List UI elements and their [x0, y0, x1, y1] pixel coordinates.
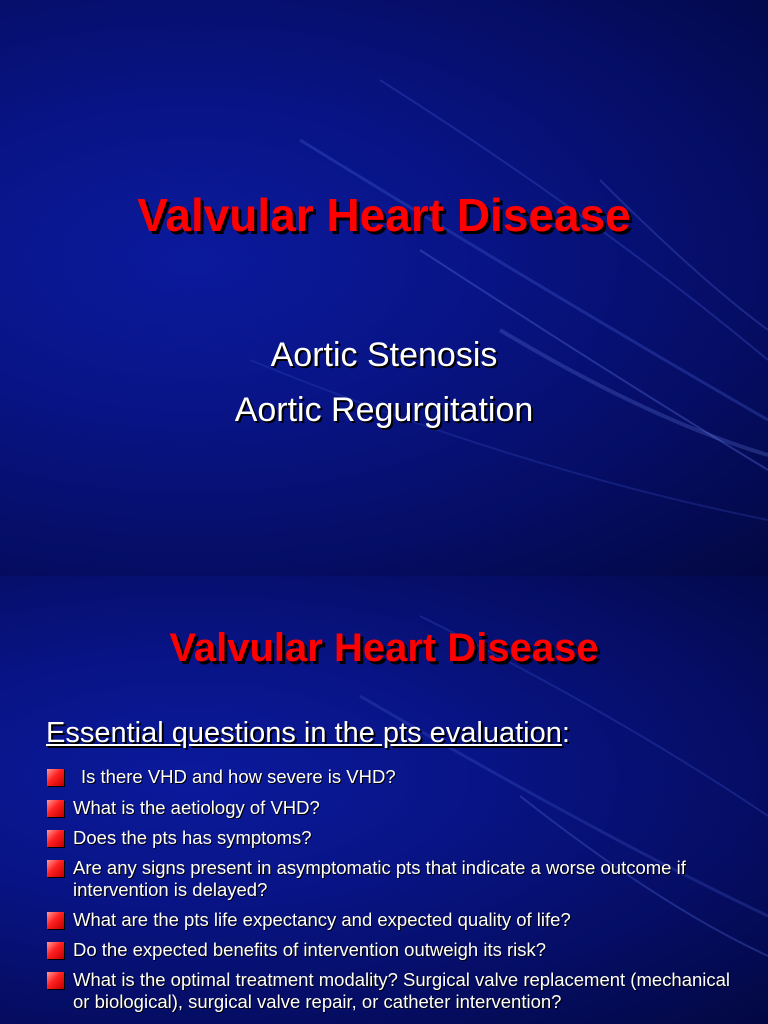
heading-colon: :	[561, 717, 570, 749]
list-item: Do the expected benefits of intervention outweigh its risk?	[44, 939, 734, 961]
slide-2-title: Valvular Heart Disease	[169, 626, 599, 670]
subtitle-aortic-regurgitation: Aortic Regurgitation	[234, 391, 534, 429]
bullet-square-icon	[47, 860, 64, 877]
list-item: Is there VHD and how severe is VHD?	[44, 766, 734, 788]
subtitle-aortic-stenosis: Aortic Stenosis	[270, 336, 498, 374]
bullet-square-icon	[47, 942, 64, 959]
heading-text: Essential questions in the pts evaluation	[46, 717, 562, 749]
bullet-square-icon	[47, 912, 64, 929]
bullet-square-icon	[47, 769, 64, 786]
bullet-square-icon	[47, 800, 64, 817]
list-item: What is the optimal treatment modality? Surgical valve replacement (mechanical or biological), surgical valve repair, or catheter intervention?	[44, 969, 734, 1013]
section-heading	[46, 717, 570, 750]
slide-2	[0, 576, 768, 1024]
list-item: Are any signs present in asymptomatic pts that indicate a worse outcome if intervention is delayed?	[44, 857, 734, 901]
bullet-square-icon	[47, 830, 64, 847]
bullet-square-icon	[47, 972, 64, 989]
slide-1-title: Valvular Heart Disease	[137, 189, 631, 241]
list-item: Does the pts has symptoms?	[44, 827, 734, 849]
list-item: What are the pts life expectancy and expected quality of life?	[44, 909, 734, 931]
question-list	[44, 766, 734, 1021]
list-item: What is the aetiology of VHD?	[44, 797, 734, 819]
